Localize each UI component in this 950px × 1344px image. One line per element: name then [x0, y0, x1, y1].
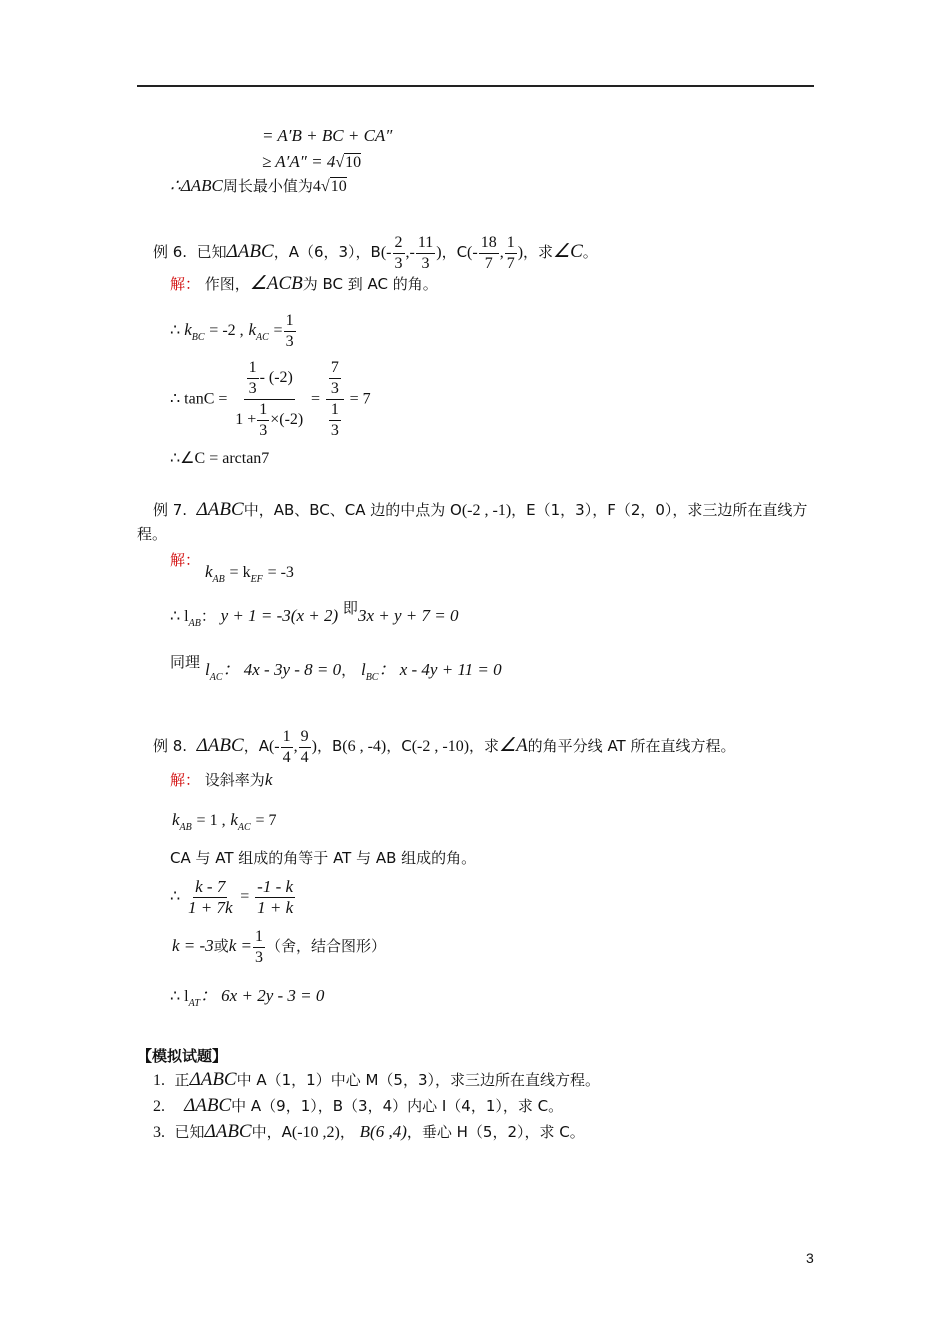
proof-eq-1: = A′B + BC + CA″	[262, 126, 393, 145]
ex8-triangle: ΔABC	[196, 735, 244, 756]
ex7-lac-lbc: $l_{AC}$： 4x - 3y - 8 = 0， $l_{BC}$： x - 4y + 11 = 0	[205, 660, 502, 683]
ex6-cx-frac: $\frac{18}{7}$	[480, 233, 497, 272]
ex6-solution-label: 解：	[170, 275, 201, 293]
mock-question-1: 1. 正ΔABC中 A（1，1）中心 M（5，3），求三边所在直线方程。	[153, 1069, 601, 1090]
proof-line-1	[262, 126, 392, 146]
example-8-label: 例 8.	[153, 737, 188, 755]
ex6-tan-frac2: $\frac{\frac{7}{3}}{\frac{1}{3}}$	[326, 358, 344, 441]
ex8-b-coord: (6 , -4)	[342, 738, 387, 755]
mock-question-3: 3. 已知ΔABC中，A(-10 ,2)， B(6 ,4)，垂心 H（5，2），求 C。	[153, 1121, 585, 1142]
ex7-statement-cont	[137, 524, 167, 544]
ex8-result: k = -3或k = $\frac{1}{3}$ （舍，结合图形）	[172, 927, 386, 966]
ex8-sentence: CA 与 AT 组成的角等于 AT 与 AB 组成的角。	[170, 849, 477, 867]
ex8-angle-eq: ∴ $\frac{k - 7}{1 + 7k}$ = $\frac{-1 - k}{1 + k}$	[170, 876, 294, 917]
ex7-lab-eq2: 3x + y + 7 = 0	[357, 606, 459, 625]
ex6-tan-result: = 7	[349, 390, 371, 408]
example-7-statement	[153, 498, 807, 523]
ex7-slope-eq: $k_{AB} = k_{EF} = -3$	[205, 562, 294, 585]
ex8-ax-frac: $\frac{1}{4}$	[282, 727, 291, 766]
ex7-lab-eq: y + 1 = -3(x + 2)	[220, 606, 339, 625]
ex7-o-coord: (-2 , -1)	[461, 502, 512, 519]
ex7-solution-label: 解：	[170, 551, 201, 569]
ex8-solution-line: 解： 设斜率为k	[170, 770, 273, 789]
ex7-tongli: 同理	[170, 653, 201, 671]
proof-eq-2: ≥ A′A″ = 4	[262, 152, 336, 171]
ex8-ay-frac: $\frac{9}{4}$	[300, 727, 309, 766]
ex8-c-coord: (-2 , -10)	[411, 738, 470, 755]
proof-coef: 4	[312, 178, 321, 195]
ex6-text2: ，A（6，3），B	[273, 243, 381, 261]
ex6-tan	[170, 358, 371, 441]
ex6-kac-eq: =	[273, 322, 283, 339]
ex6-solution-line	[170, 274, 438, 294]
mock-question-2: 2. ΔABC中 A（9，1），B（3，4）内心 I（4，1），求 C。	[153, 1095, 564, 1116]
ex8-left-frac: $\frac{k - 7}{1 + 7k}$	[187, 876, 233, 917]
ex7-solution-label-line	[170, 550, 200, 570]
ex7-lac-eq: ： 4x - 3y - 8 = 0	[222, 660, 342, 679]
proof-line-3: ∴ΔABC周长最小值为4√10	[170, 176, 347, 195]
ex8-result-frac: $\frac{1}{3}$	[254, 927, 263, 966]
ex7-triangle: ΔABC	[196, 499, 244, 520]
ex6-by-frac: $\frac{11}{3}$	[417, 233, 434, 272]
ex6-sol-angle: ∠ACB	[249, 273, 303, 294]
ex6-kbc-value: = -2 ,	[209, 322, 244, 339]
ex6-bx-frac: $\frac{2}{3}$	[394, 233, 403, 272]
ex6-final	[170, 448, 269, 469]
ex7-text3: 程。	[137, 525, 168, 543]
proof-line-2: ≥ A′A″ = 4√10	[262, 152, 362, 171]
example-8-statement: 例 8. ΔABC，A(- $\frac{1}{4}$ , $\frac{9}{4}$ )，B(6 , -4)，C(-2 , -10)，求∠A的角平分线 AT 所在直线方程。	[153, 727, 736, 766]
header-rule	[137, 85, 814, 87]
ex6-tan-label: ∴ tanC =	[170, 390, 228, 408]
ex8-final: ∴ $l_{AT}$： 6x + 2y - 3 = 0	[170, 986, 325, 1009]
ex8-slopes: $k_{AB} = 1$ , $k_{AC} = 7$	[172, 810, 277, 833]
ex7-text2: ，E（1，3），F（2，0），求三边所在直线方	[511, 501, 808, 519]
ex8-final-eq: ： 6x + 2y - 3 = 0	[199, 986, 325, 1005]
ex7-lbc-eq: ： x - 4y + 11 = 0	[378, 660, 502, 679]
ex6-text3: ，C	[441, 243, 468, 261]
page-number: 3	[806, 1250, 814, 1266]
ex6-text1: 已知	[196, 243, 227, 261]
ex7-text1: 中，AB、BC、CA 边的中点为 O	[243, 501, 462, 519]
mock-title: 【模拟试题】	[137, 1047, 228, 1065]
example-6-statement: 例 6. 已知ΔABC，A（6，3），B(- $\frac{2}{3}$ ,- $\frac{11}{3}$ )，C(- $\frac{18}{7}$ , $\frac{1}{7}$ )，求∠C。	[153, 233, 598, 272]
proof-text: 周长最小值为	[222, 177, 313, 195]
ex8-angle: ∠A	[499, 735, 528, 756]
ex6-period: 。	[582, 243, 598, 261]
ex8-right-frac: $\frac{-1 - k}{1 + k}$	[257, 876, 294, 917]
ex6-slopes: ∴ $k_{BC} = -2$ , $k_{AC}$ = $\frac{1}{3}$	[170, 311, 294, 350]
ex6-tan-eq: =	[311, 390, 321, 408]
proof-sqrt: 10	[330, 178, 347, 195]
ex6-angle: ∠C	[553, 241, 583, 262]
ex6-triangle: ΔABC	[226, 241, 274, 262]
example-7-label: 例 7.	[153, 501, 188, 519]
proof-sqrt-10: 10	[345, 154, 362, 171]
ex7-lab: ∴ $l_{AB}$： y + 1 = -3(x + 2) 即3x + y + 7 = 0	[170, 599, 459, 629]
ex6-sol-text2: 为 BC 到 AC 的角。	[302, 275, 438, 293]
ex6-kac-frac: $\frac{1}{3}$	[285, 311, 294, 350]
ex8-solution-label: 解：	[170, 771, 201, 789]
ex6-final-eq: ∴∠C = arctan7	[170, 450, 270, 467]
ex6-tan-frac: $\frac{1}{3}$ - (-2) 1 + $\frac{1}{3}$ ×(-2)	[235, 359, 304, 439]
ex6-text4: ，求	[523, 243, 554, 261]
proof-triangle: ∴ΔABC	[170, 176, 223, 195]
ex6-sol-text1: 作图，	[204, 275, 250, 293]
example-6-label: 例 6.	[153, 243, 188, 261]
ex6-cy-frac: $\frac{1}{7}$	[506, 233, 515, 272]
